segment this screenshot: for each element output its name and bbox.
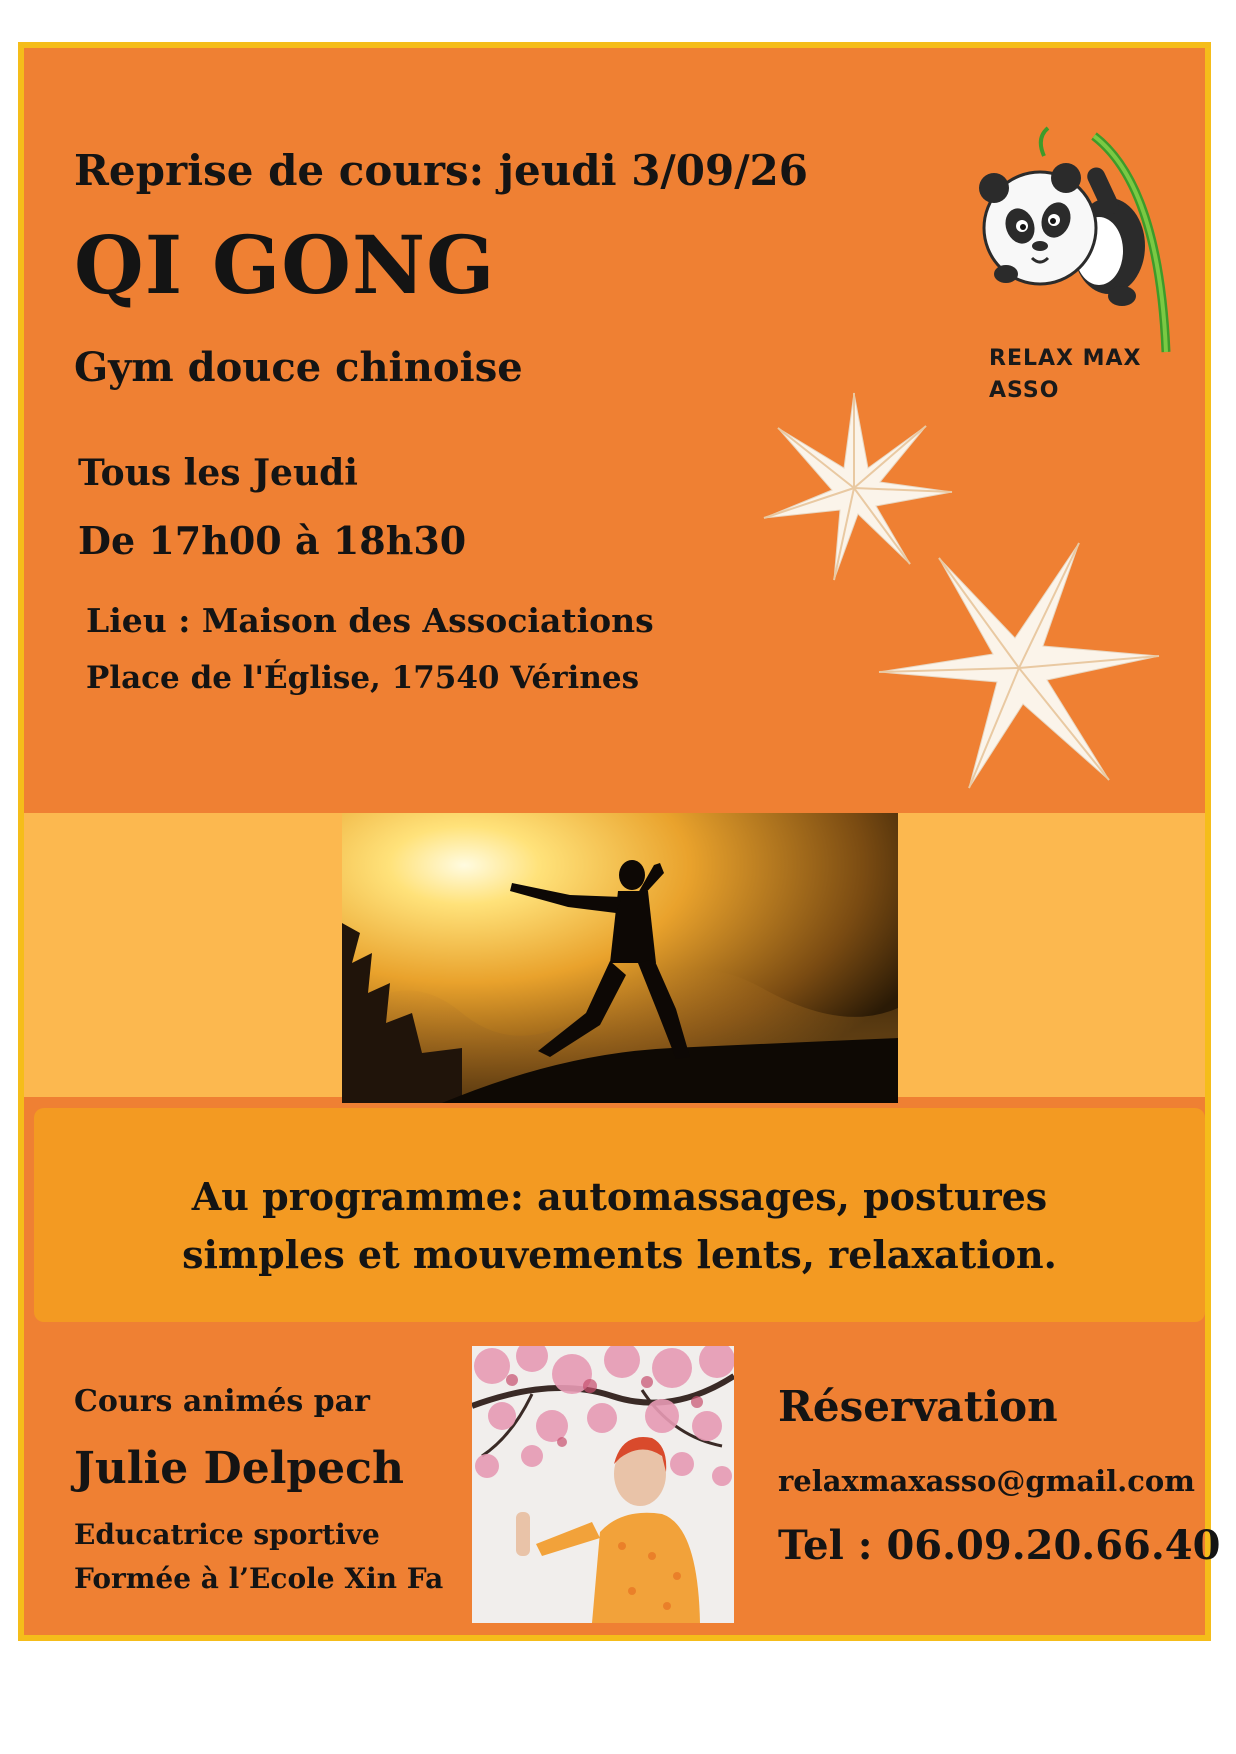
reservation-title: Réservation — [778, 1382, 1058, 1431]
sunset-silhouette-icon — [342, 813, 898, 1103]
subtitle: Gym douce chinoise — [74, 344, 523, 391]
star-icon-large — [874, 538, 1164, 798]
reservation-email[interactable]: relaxmaxasso@gmail.com — [778, 1464, 1195, 1498]
program-box — [34, 1108, 1205, 1322]
page-title: QI GONG — [74, 218, 496, 312]
teacher-photo — [472, 1346, 734, 1623]
qigong-silhouette-photo — [342, 813, 898, 1103]
cherry-blossom-portrait-icon — [472, 1346, 734, 1623]
schedule-time: De 17h00 à 18h30 — [78, 518, 467, 563]
teacher-training: Formée à l’Ecole Xin Fa — [74, 1562, 444, 1595]
teacher-intro: Cours animés par — [74, 1384, 370, 1419]
location-line2: Place de l'Église, 17540 Vérines — [86, 660, 640, 696]
reprise-date: Reprise de cours: jeudi 3/09/26 — [74, 146, 808, 195]
schedule-day: Tous les Jeudi — [78, 452, 358, 494]
logo-line2: ASSO — [989, 378, 1060, 403]
location-line1: Lieu : Maison des Associations — [86, 601, 654, 640]
poster — [18, 42, 1221, 1641]
program-text: Au programme: automassages, postures simples et mouvements lents, relaxation. — [182, 1174, 1057, 1277]
logo-line1: RELAX MAX — [989, 346, 1142, 371]
logo — [944, 126, 1198, 416]
teacher-name: Julie Delpech — [74, 1443, 404, 1494]
panda-on-bamboo-icon — [944, 126, 1198, 356]
teacher-role: Educatrice sportive — [74, 1518, 380, 1551]
reservation-phone[interactable]: Tel : 06.09.20.66.40 — [778, 1522, 1221, 1569]
